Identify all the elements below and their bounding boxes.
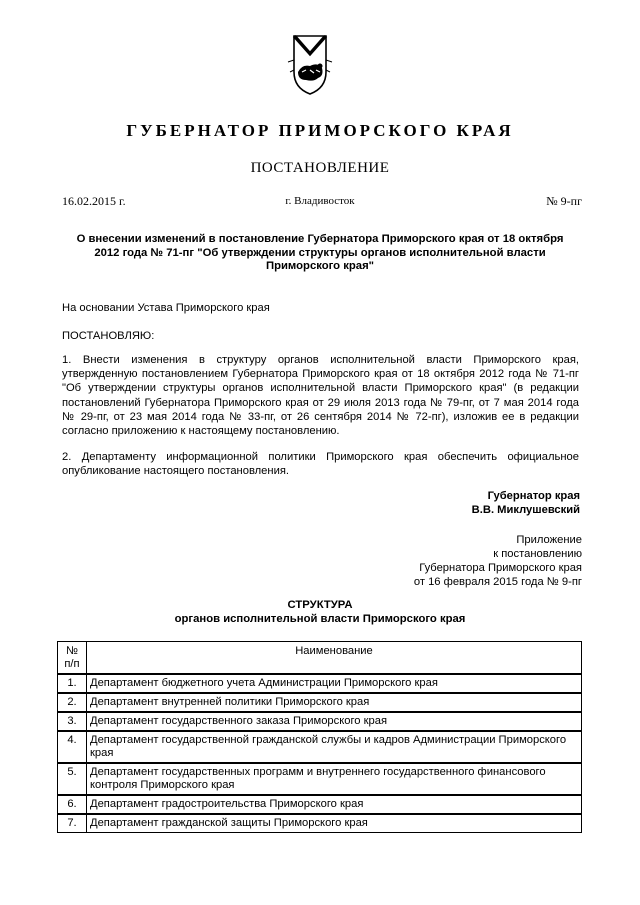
paragraph-1: 1. Внести изменения в структуру органов исполнительной власти Приморского края, утвержденную постановлением Губернатора Приморского края от 18 октября 2012 года № 71-пг "Об утверждении структуры органов исполнительной власти Приморского края" (в редакции постановлений Губернатора Приморского края от 29 июля 2013 года № 79-пг, от 7 мая 2014 года № 29-пг, от 23 мая 2014 года № 33-пг, от 26 сентября 2014 № 72-пг), изложив ее в редакции согласно приложению к настоящему постановлению. — [62, 354, 579, 438]
document-date: 16.02.2015 г. — [62, 194, 126, 208]
structure-table — [57, 641, 582, 833]
table-row — [58, 712, 582, 731]
row-number: 5. — [58, 763, 87, 795]
column-header-name: Наименование — [87, 642, 582, 675]
signature-position: Губернатор края — [487, 490, 580, 502]
row-name: Департамент бюджетного учета Администрации Приморского края — [87, 674, 582, 693]
row-number: 2. — [58, 693, 87, 712]
basis-text: На основании Устава Приморского края — [62, 302, 270, 314]
paragraph-2: 2. Департаменту информационной политики Приморского края обеспечить официальное опубликование настоящего постановления. — [62, 451, 579, 478]
row-number: 1. — [58, 674, 87, 693]
document-number: № 9-пг — [546, 194, 582, 208]
signature-name: В.В. Миклушевский — [471, 504, 580, 516]
decree-text: ПОСТАНОВЛЯЮ: — [62, 330, 155, 342]
row-number: 4. — [58, 731, 87, 763]
appendix-line-4: от 16 февраля 2015 года № 9-пг — [413, 576, 582, 588]
table-row — [58, 795, 582, 814]
appendix-block — [414, 533, 582, 589]
row-name: Департамент гражданской защиты Приморского края — [87, 814, 582, 833]
document-city: г. Владивосток — [285, 195, 355, 207]
table-row — [58, 693, 582, 712]
row-name: Департамент градостроительства Приморского края — [87, 795, 582, 814]
row-name: Департамент государственных программ и внутреннего государственного финансового контроля Приморского края — [87, 763, 582, 795]
structure-subtitle: органов исполнительной власти Приморского края — [174, 613, 466, 625]
organization-heading: ГУБЕРНАТОР ПРИМОРСКОГО КРАЯ — [126, 121, 514, 140]
column-header-number-line1: № — [65, 645, 78, 657]
structure-title: СТРУКТУРА — [287, 599, 353, 611]
coat-of-arms-emblem — [280, 32, 340, 96]
structure-heading — [0, 598, 640, 626]
document-type: ПОСТАНОВЛЕНИЕ — [250, 160, 390, 176]
column-header-number — [58, 642, 87, 675]
table-row — [58, 763, 582, 795]
table-row — [58, 674, 582, 693]
signature-block — [472, 489, 580, 517]
column-header-number-line2: п/п — [64, 658, 80, 670]
row-name: Департамент государственного заказа Приморского края — [87, 712, 582, 731]
appendix-line-2: к постановлению — [493, 548, 582, 560]
row-name: Департамент государственной гражданской службы и кадров Администрации Приморского края — [87, 731, 582, 763]
table-header-row — [58, 642, 582, 675]
appendix-line-3: Губернатора Приморского края — [419, 562, 582, 574]
row-number: 3. — [58, 712, 87, 731]
table-row — [58, 731, 582, 763]
appendix-line-1: Приложение — [516, 534, 582, 546]
row-name: Департамент внутренней политики Приморского края — [87, 693, 582, 712]
row-number: 7. — [58, 814, 87, 833]
document-title: О внесении изменений в постановление Губернатора Приморского края от 18 октября 2012 года № 71-пг "Об утверждении структуры органов исполнительной власти Приморского края" — [76, 233, 564, 272]
table-row — [58, 814, 582, 833]
row-number: 6. — [58, 795, 87, 814]
